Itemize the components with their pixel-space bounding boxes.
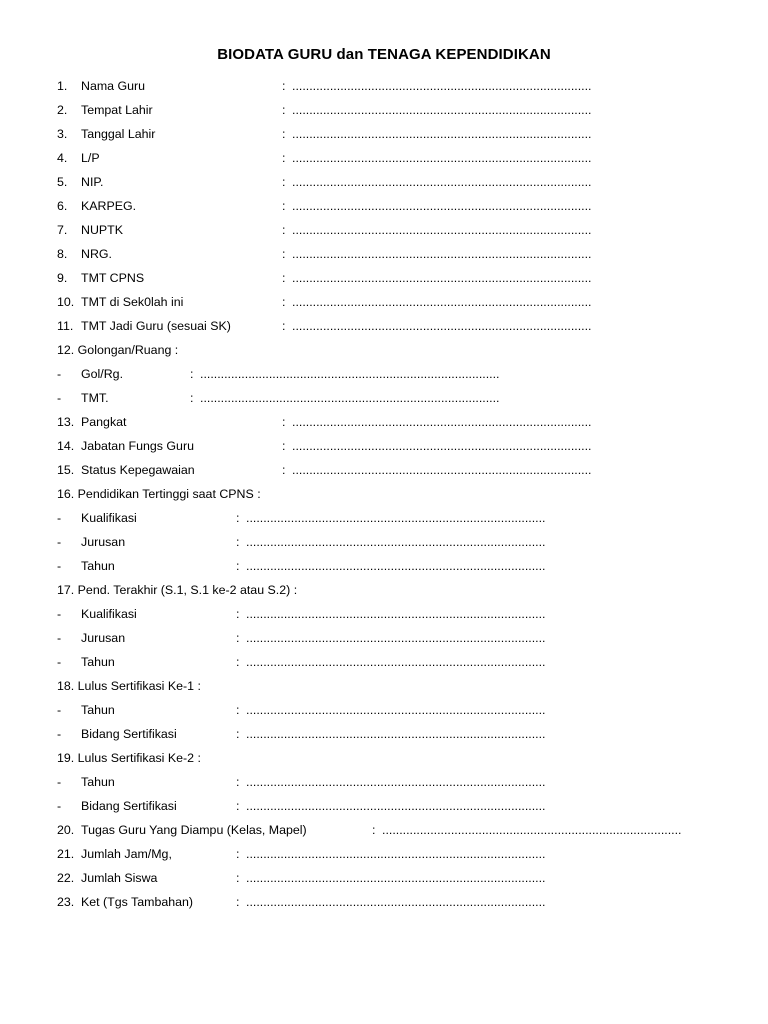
item-number: 11. <box>57 319 74 333</box>
field-label: TMT. <box>81 391 109 405</box>
form-row <box>0 76 768 100</box>
field-colon: : <box>282 79 286 93</box>
item-number: - <box>57 655 62 669</box>
field-colon: : <box>282 295 286 309</box>
form-row <box>0 628 768 652</box>
field-label: Bidang Sertifikasi <box>81 727 177 741</box>
field-label: NUPTK <box>81 223 123 237</box>
form-row <box>0 556 768 580</box>
item-number: 4. <box>57 151 68 165</box>
form-row <box>0 508 768 532</box>
field-label: Tugas Guru Yang Diampu (Kelas, Mapel) <box>81 823 307 837</box>
field-colon: : <box>236 703 240 717</box>
field-colon: : <box>282 247 286 261</box>
field-value-blank[interactable]: ....................................................................................... <box>292 271 592 285</box>
field-label: Jurusan <box>81 631 126 645</box>
field-label: Tempat Lahir <box>81 103 153 117</box>
field-colon: : <box>282 319 286 333</box>
field-value-blank[interactable]: ....................................................................................... <box>292 463 592 477</box>
field-colon: : <box>282 175 286 189</box>
section-heading: 19. Lulus Sertifikasi Ke-2 : <box>57 751 201 765</box>
field-colon: : <box>236 847 240 861</box>
field-colon: : <box>190 391 194 405</box>
field-value-blank[interactable]: ....................................................................................... <box>292 223 592 237</box>
form-row <box>0 244 768 268</box>
form-row <box>0 172 768 196</box>
field-value-blank[interactable]: ....................................................................................... <box>292 319 592 333</box>
field-colon: : <box>190 367 194 381</box>
form-row <box>0 724 768 748</box>
item-number: 7. <box>57 223 68 237</box>
field-label: Nama Guru <box>81 79 146 93</box>
field-value-blank[interactable]: ....................................................................................... <box>246 847 546 861</box>
field-label: Kualifikasi <box>81 607 137 621</box>
form-row <box>0 340 768 364</box>
field-colon: : <box>282 463 286 477</box>
field-value-blank[interactable]: ....................................................................................... <box>246 871 546 885</box>
field-label: Pangkat <box>81 415 127 429</box>
item-number: 1. <box>57 79 68 93</box>
field-colon: : <box>236 799 240 813</box>
field-colon: : <box>282 199 286 213</box>
field-value-blank[interactable]: ....................................................................................... <box>292 103 592 117</box>
biodata-form <box>0 76 768 916</box>
field-colon: : <box>236 871 240 885</box>
item-number: - <box>57 535 62 549</box>
field-label: Tahun <box>81 655 115 669</box>
item-number: - <box>57 775 62 789</box>
section-heading: 18. Lulus Sertifikasi Ke-1 : <box>57 679 201 693</box>
field-label: Tahun <box>81 703 115 717</box>
item-number: 14. <box>57 439 75 453</box>
form-row <box>0 772 768 796</box>
field-label: Jabatan Fungs Guru <box>81 439 194 453</box>
field-value-blank[interactable]: ....................................................................................... <box>246 535 546 549</box>
field-label: Status Kepegawaian <box>81 463 195 477</box>
item-number: - <box>57 631 62 645</box>
field-value-blank[interactable]: ....................................................................................... <box>246 655 546 669</box>
field-colon: : <box>282 439 286 453</box>
field-label: TMT CPNS <box>81 271 145 285</box>
field-value-blank[interactable]: ....................................................................................... <box>292 151 592 165</box>
section-heading: 12. Golongan/Ruang : <box>57 343 179 357</box>
field-label: Tahun <box>81 559 115 573</box>
field-value-blank[interactable]: ....................................................................................... <box>246 631 546 645</box>
form-row <box>0 652 768 676</box>
item-number: 15. <box>57 463 75 477</box>
field-colon: : <box>236 607 240 621</box>
form-row <box>0 604 768 628</box>
form-row <box>0 388 768 412</box>
form-row <box>0 196 768 220</box>
field-colon: : <box>282 271 286 285</box>
field-label: TMT di Sek0lah ini <box>81 295 184 309</box>
field-label: Gol/Rg. <box>81 367 124 381</box>
item-number: 9. <box>57 271 68 285</box>
item-number: - <box>57 703 62 717</box>
form-row <box>0 532 768 556</box>
item-number: - <box>57 559 62 573</box>
field-value-blank[interactable]: ....................................................................................... <box>292 415 592 429</box>
field-value-blank[interactable]: ....................................................................................... <box>246 775 546 789</box>
form-row <box>0 820 768 844</box>
item-number: - <box>57 391 62 405</box>
field-colon: : <box>236 559 240 573</box>
form-row <box>0 124 768 148</box>
form-row <box>0 748 768 772</box>
item-number: 23. <box>57 895 75 909</box>
field-value-blank[interactable]: ....................................................................................... <box>246 895 546 909</box>
field-label: NIP. <box>81 175 104 189</box>
field-label: L/P <box>81 151 100 165</box>
form-row <box>0 844 768 868</box>
form-row <box>0 460 768 484</box>
form-row <box>0 868 768 892</box>
field-label: Tahun <box>81 775 115 789</box>
field-value-blank[interactable]: ....................................................................................... <box>292 247 592 261</box>
form-row <box>0 316 768 340</box>
field-label: Bidang Sertifikasi <box>81 799 177 813</box>
item-number: 6. <box>57 199 68 213</box>
section-heading: 17. Pend. Terakhir (S.1, S.1 ke-2 atau S.2) : <box>57 583 298 597</box>
form-row <box>0 700 768 724</box>
form-row <box>0 436 768 460</box>
field-value-blank[interactable]: ....................................................................................... <box>200 367 500 381</box>
form-row <box>0 100 768 124</box>
field-colon: : <box>282 223 286 237</box>
field-value-blank[interactable]: ....................................................................................... <box>246 607 546 621</box>
item-number: 3. <box>57 127 68 141</box>
field-value-blank[interactable]: ....................................................................................... <box>292 127 592 141</box>
field-value-blank[interactable]: ....................................................................................... <box>246 559 546 573</box>
field-value-blank[interactable]: ....................................................................................... <box>246 511 546 525</box>
field-colon: : <box>282 127 286 141</box>
item-number: 2. <box>57 103 68 117</box>
item-number: 5. <box>57 175 68 189</box>
form-row <box>0 220 768 244</box>
field-value-blank[interactable]: ....................................................................................... <box>292 295 592 309</box>
form-row <box>0 364 768 388</box>
item-number: 8. <box>57 247 68 261</box>
field-value-blank[interactable]: ....................................................................................... <box>292 199 592 213</box>
field-colon: : <box>282 151 286 165</box>
field-value-blank[interactable]: ....................................................................................... <box>292 439 592 453</box>
field-colon: : <box>236 655 240 669</box>
field-colon: : <box>236 895 240 909</box>
form-row <box>0 892 768 916</box>
form-row <box>0 484 768 508</box>
field-value-blank[interactable]: ....................................................................................... <box>246 799 546 813</box>
item-number: - <box>57 727 62 741</box>
field-label: Jumlah Jam/Mg, <box>81 847 172 861</box>
field-label: TMT Jadi Guru (sesuai SK) <box>81 319 231 333</box>
form-row <box>0 412 768 436</box>
item-number: - <box>57 799 62 813</box>
item-number: - <box>57 367 62 381</box>
form-row <box>0 676 768 700</box>
item-number: - <box>57 607 62 621</box>
item-number: 22. <box>57 871 75 885</box>
item-number: 21. <box>57 847 75 861</box>
field-colon: : <box>236 631 240 645</box>
form-row <box>0 268 768 292</box>
field-colon: : <box>236 511 240 525</box>
item-number: - <box>57 511 62 525</box>
field-value-blank[interactable]: ....................................................................................... <box>200 391 500 405</box>
field-value-blank[interactable]: ....................................................................................... <box>292 79 592 93</box>
item-number: 20. <box>57 823 75 837</box>
field-colon: : <box>236 535 240 549</box>
item-number: 13. <box>57 415 75 429</box>
field-label: Jurusan <box>81 535 126 549</box>
field-colon: : <box>236 775 240 789</box>
field-label: KARPEG. <box>81 199 137 213</box>
field-value-blank[interactable]: ....................................................................................... <box>292 175 592 189</box>
field-colon: : <box>282 415 286 429</box>
field-colon: : <box>372 823 376 837</box>
form-row <box>0 796 768 820</box>
field-label: NRG. <box>81 247 112 261</box>
field-colon: : <box>236 727 240 741</box>
item-number: 10. <box>57 295 75 309</box>
form-row <box>0 580 768 604</box>
field-label: Tanggal Lahir <box>81 127 156 141</box>
page-title: BIODATA GURU dan TENAGA KEPENDIDIKAN <box>217 46 551 63</box>
form-row <box>0 292 768 316</box>
field-colon: : <box>282 103 286 117</box>
form-row <box>0 148 768 172</box>
field-label: Ket (Tgs Tambahan) <box>81 895 194 909</box>
section-heading: 16. Pendidikan Tertinggi saat CPNS : <box>57 487 261 501</box>
field-value-blank[interactable]: ....................................................................................... <box>382 823 682 837</box>
field-value-blank[interactable]: ....................................................................................... <box>246 727 546 741</box>
field-value-blank[interactable]: ....................................................................................... <box>246 703 546 717</box>
field-label: Jumlah Siswa <box>81 871 158 885</box>
field-label: Kualifikasi <box>81 511 137 525</box>
